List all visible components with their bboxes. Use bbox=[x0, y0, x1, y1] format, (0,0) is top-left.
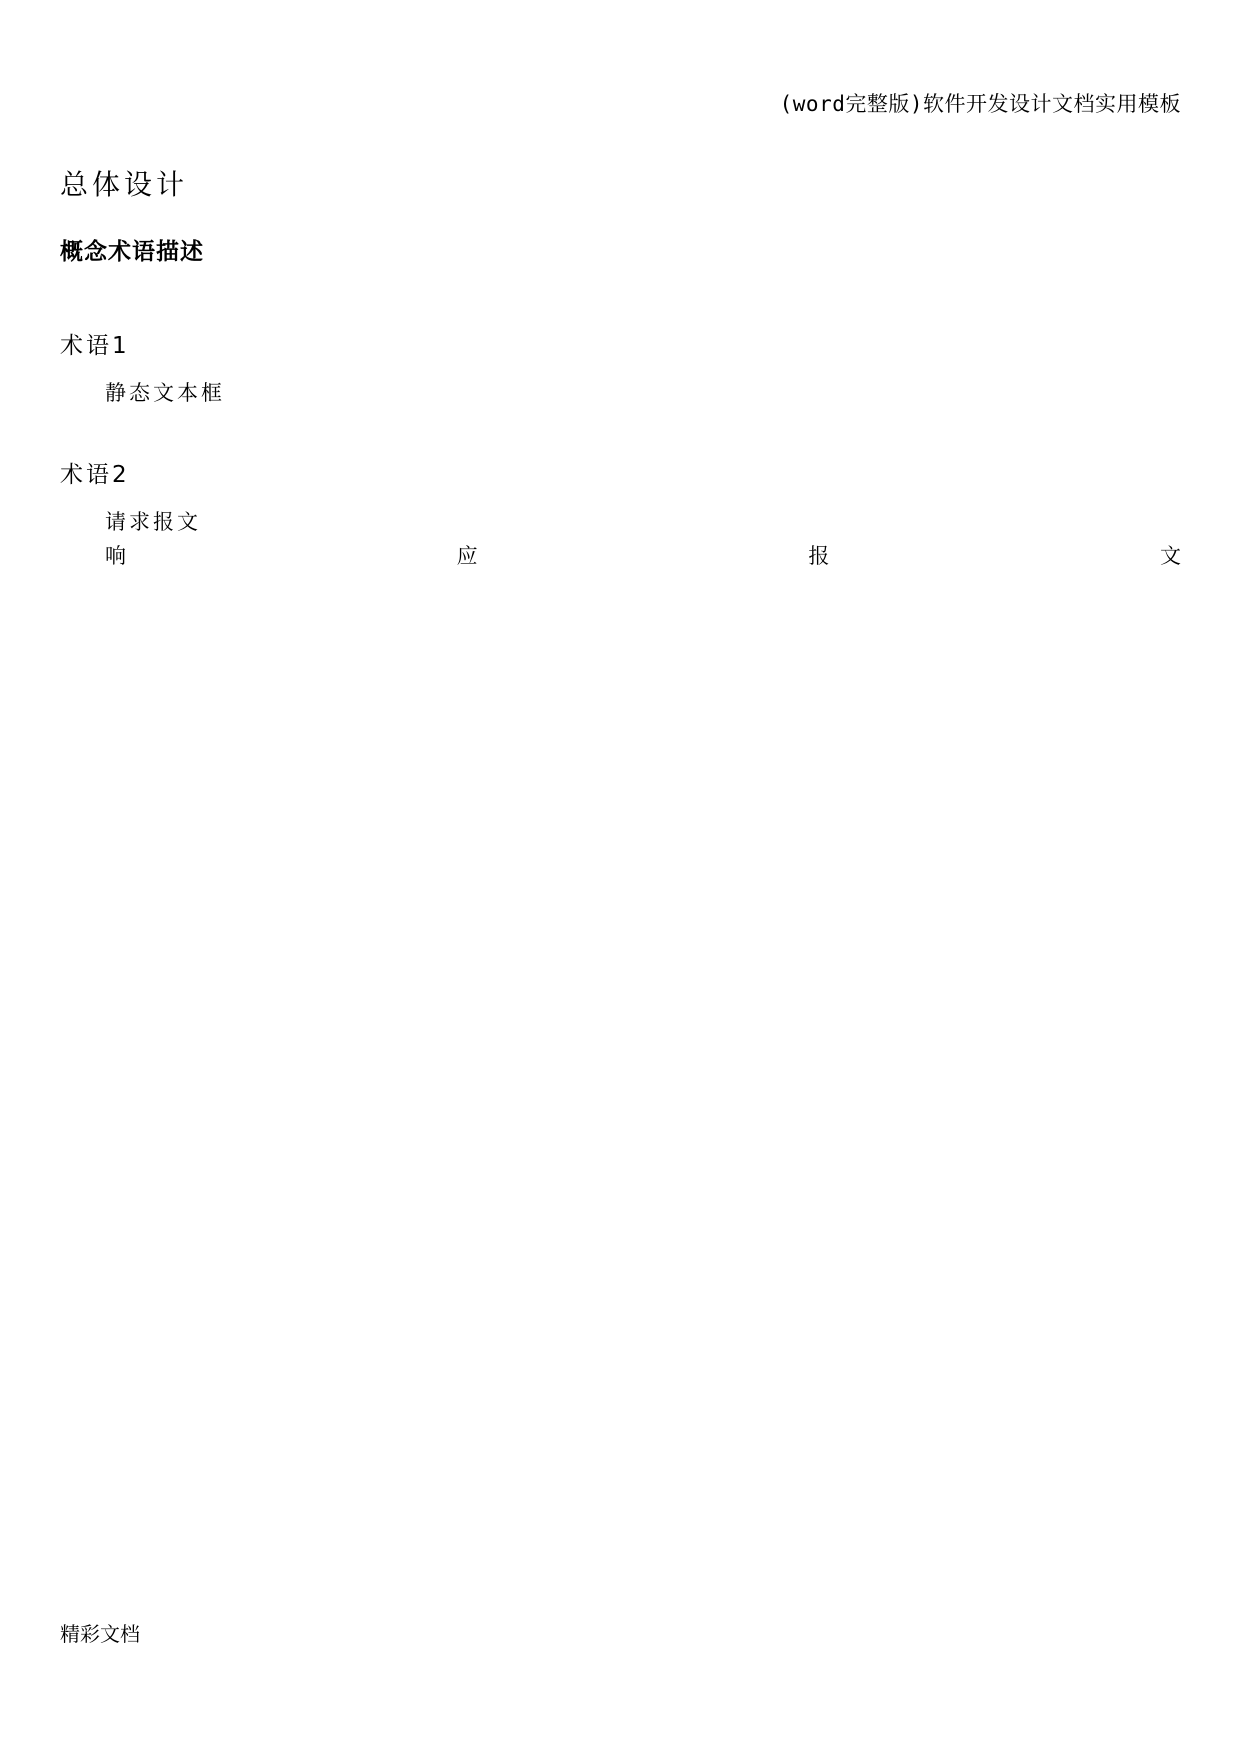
justified-char: 响 bbox=[105, 544, 126, 568]
term-heading-1: 术语1 bbox=[60, 333, 130, 359]
term-1-description: 静态文本框 bbox=[105, 381, 225, 405]
term-2-description: 请求报文 bbox=[105, 510, 201, 534]
justified-char: 应 bbox=[456, 544, 478, 568]
justified-char: 报 bbox=[808, 544, 830, 568]
term-heading-2: 术语2 bbox=[60, 462, 130, 488]
page-footer: 精彩文档 bbox=[60, 1622, 140, 1646]
running-header: (word完整版)软件开发设计文档实用模板 bbox=[779, 92, 1181, 116]
section-title: 总体设计 bbox=[60, 168, 189, 201]
subsection-title: 概念术语描述 bbox=[60, 238, 204, 265]
term-2-justified-line bbox=[105, 540, 1181, 570]
justified-char: 文 bbox=[1159, 544, 1181, 568]
